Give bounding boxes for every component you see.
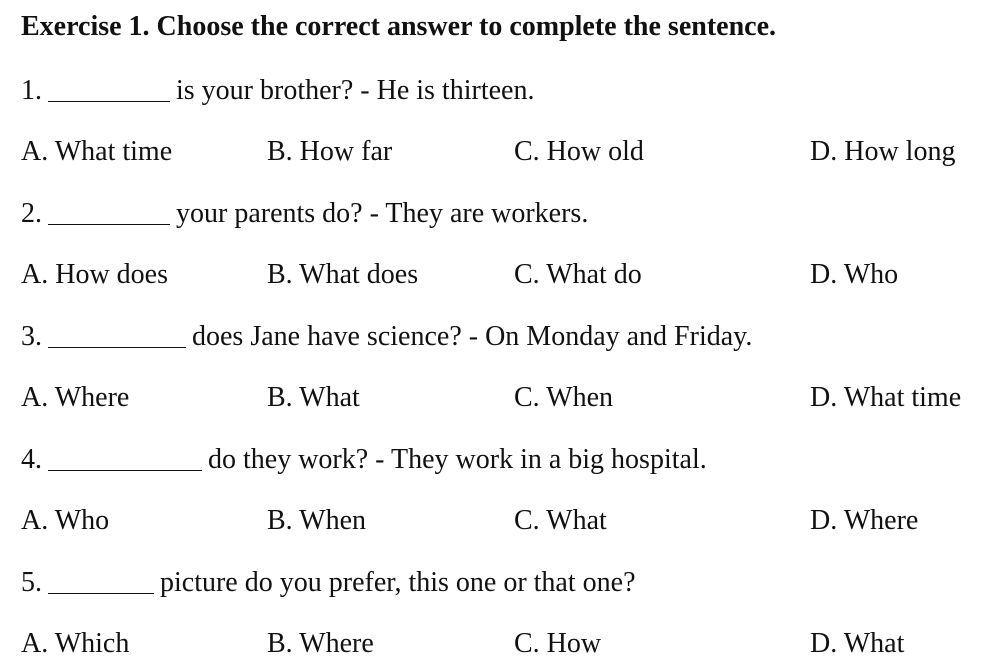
- question-text: does Jane have science? - On Monday and Friday.: [192, 321, 753, 352]
- question-text: your parents do? - They are workers.: [176, 198, 589, 229]
- option-b: B. What: [267, 382, 360, 413]
- option-b: B. When: [267, 505, 367, 536]
- answer-blank: [48, 569, 154, 594]
- options-3: [21, 382, 1006, 414]
- option-b: B. How far: [267, 136, 393, 167]
- option-b: B. What does: [267, 259, 419, 290]
- options-5: [21, 628, 1006, 660]
- question-number: 1.: [21, 75, 42, 106]
- question-text: is your brother? - He is thirteen.: [176, 75, 535, 106]
- options-4: [21, 505, 1006, 537]
- answer-blank: [48, 200, 170, 225]
- option-d: D. Who: [810, 259, 899, 290]
- question-number: 2.: [21, 198, 42, 229]
- option-d: D. Where: [810, 505, 919, 536]
- answer-blank: [48, 446, 202, 471]
- option-c: C. What do: [514, 259, 642, 290]
- option-a: A. Where: [21, 382, 130, 413]
- option-d: D. How long: [810, 136, 956, 167]
- option-d: D. What time: [810, 382, 962, 413]
- question-3: [21, 320, 752, 353]
- option-c: C. How old: [514, 136, 644, 167]
- answer-blank: [48, 77, 170, 102]
- question-number: 3.: [21, 321, 42, 352]
- option-c: C. What: [514, 505, 607, 536]
- option-c: C. How: [514, 628, 602, 659]
- question-text: picture do you prefer, this one or that one?: [160, 567, 636, 598]
- question-text: do they work? - They work in a big hospital.: [208, 444, 707, 475]
- question-number: 5.: [21, 567, 42, 598]
- options-1: [21, 136, 1006, 168]
- exercise-title: Exercise 1. Choose the correct answer to complete the sentence.: [21, 11, 777, 42]
- question-1: [21, 74, 534, 107]
- option-a: A. Which: [21, 628, 130, 659]
- question-5: [21, 566, 636, 599]
- question-4: [21, 443, 707, 476]
- question-2: [21, 197, 588, 230]
- option-a: A. How does: [21, 259, 168, 290]
- question-number: 4.: [21, 444, 42, 475]
- option-a: A. Who: [21, 505, 110, 536]
- option-d: D. What: [810, 628, 905, 659]
- option-c: C. When: [514, 382, 614, 413]
- option-b: B. Where: [267, 628, 374, 659]
- option-a: A. What time: [21, 136, 173, 167]
- answer-blank: [48, 323, 186, 348]
- options-2: [21, 259, 1006, 291]
